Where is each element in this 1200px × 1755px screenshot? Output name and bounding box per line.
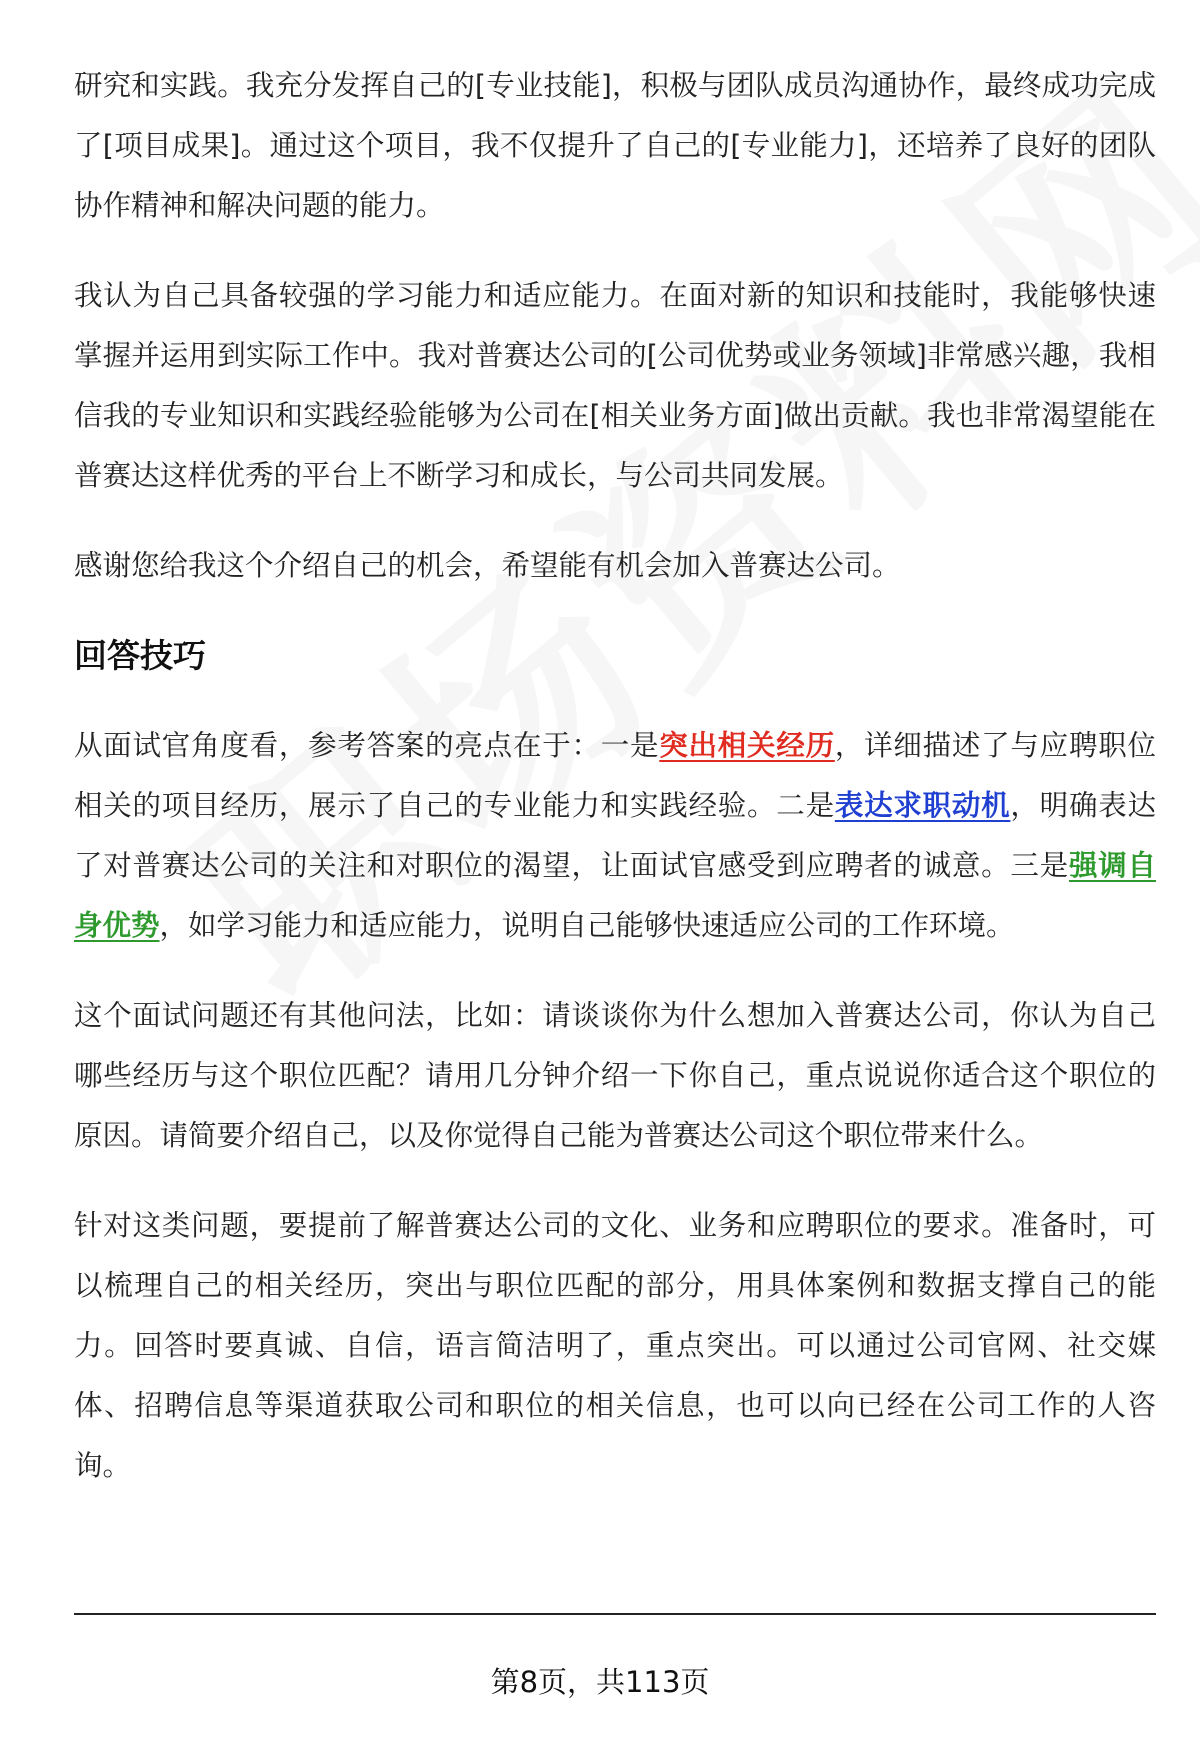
tips-paragraph (74, 716, 1156, 956)
highlight-blue: 表达求职动机 (834, 789, 1011, 822)
page-number: 第8页，共113页 (490, 1665, 710, 1699)
section-heading: 回答技巧 (74, 636, 206, 675)
tips-text: 从面试官角度看，参考答案的亮点在于：一是 (74, 729, 660, 762)
highlight-green: 强调自身优势 (74, 849, 1156, 942)
tips-text: ，如学习能力和适应能力，说明自己能够快速适应公司的工作环境。 (159, 909, 1015, 942)
tips-text: ，详细描述了与应聘职位相关的项目经历，展示了自己的专业能力和实践经验。二是 (74, 729, 1156, 822)
paragraph: 针对这类问题，要提前了解普赛达公司的文化、业务和应聘职位的要求。准备时，可以梳理自己的相关经历，突出与职位匹配的部分，用具体案例和数据支撑自己的能力。回答时要真诚、自信，语言简洁明了，重点突出。可以通过公司官网、社交媒体、招聘信息等渠道获取公司和职位的相关信息，也可以向已经在公司工作的人咨询。 (74, 1209, 1156, 1482)
document-body (74, 56, 1156, 1526)
paragraph: 我认为自己具备较强的学习能力和适应能力。在面对新的知识和技能时，我能够快速掌握并运用到实际工作中。我对普赛达公司的[公司优势或业务领域]非常感兴趣，我相信我的专业知识和实践经验能够为公司在[相关业务方面]做出贡献。我也非常渴望能在普赛达这样优秀的平台上不断学习和成长，与公司共同发展。 (74, 279, 1156, 492)
paragraph: 感谢您给我这个介绍自己的机会，希望能有机会加入普赛达公司。 (74, 549, 901, 582)
highlight-red: 突出相关经历 (659, 729, 835, 762)
paragraph: 这个面试问题还有其他问法，比如：请谈谈你为什么想加入普赛达公司，你认为自己哪些经历与这个职位匹配？请用几分钟介绍一下你自己，重点说说你适合这个职位的原因。请简要介绍自己，以及你觉得自己能为普赛达公司这个职位带来什么。 (74, 999, 1156, 1152)
tips-text: ，明确表达了对普赛达公司的关注和对职位的渴望，让面试官感受到应聘者的诚意。三是 (74, 789, 1156, 882)
footer-divider (74, 1613, 1156, 1615)
paragraph: 研究和实践。我充分发挥自己的[专业技能]，积极与团队成员沟通协作，最终成功完成了[项目成果]。通过这个项目，我不仅提升了自己的[专业能力]，还培养了良好的团队协作精神和解决问题的能力。 (74, 69, 1156, 222)
